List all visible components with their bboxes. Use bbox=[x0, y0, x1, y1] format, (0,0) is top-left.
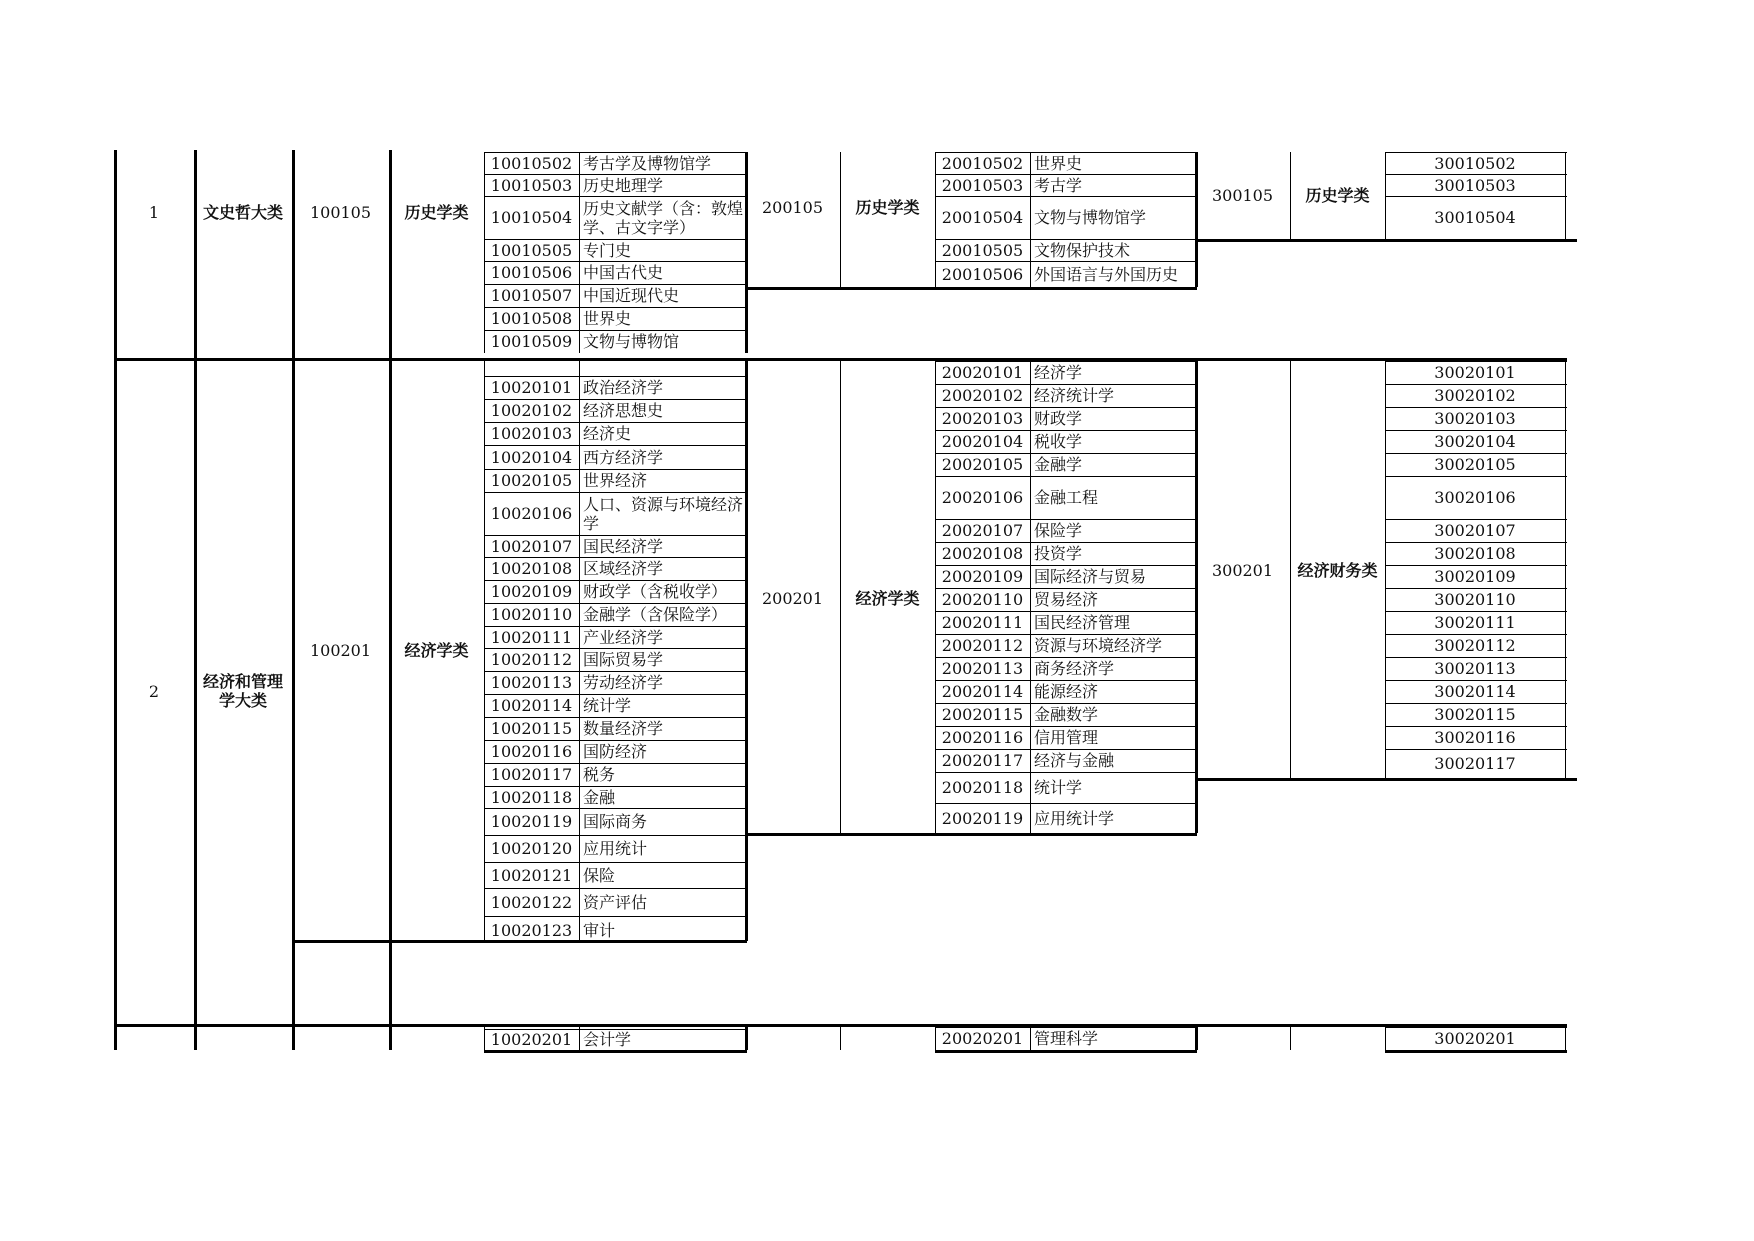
grid-line bbox=[935, 174, 1197, 175]
grid-line bbox=[935, 453, 1197, 454]
level1-detail-name: 世界经济 bbox=[583, 471, 648, 490]
level3-detail-code: 30020115 bbox=[1434, 705, 1516, 724]
level3-code: 300105 bbox=[1211, 186, 1274, 205]
grid-line bbox=[1290, 1027, 1291, 1050]
level1-detail-name: 人口、资源与环境经济学 bbox=[583, 494, 744, 533]
level1-detail-name: 中国古代史 bbox=[583, 263, 664, 282]
level2-detail-code: 20020107 bbox=[941, 521, 1024, 540]
level1-detail-name: 国民经济学 bbox=[583, 536, 664, 556]
level1-detail-code: 10010506 bbox=[490, 263, 573, 282]
grid-line bbox=[1385, 407, 1567, 408]
grid-line bbox=[484, 763, 747, 764]
grid-line bbox=[935, 680, 1197, 681]
grid-line bbox=[484, 445, 747, 446]
grid-line bbox=[484, 399, 747, 400]
grid-line bbox=[484, 330, 747, 331]
grid-line bbox=[935, 772, 1197, 773]
level1-detail-name: 经济思想史 bbox=[583, 401, 664, 420]
grid-line bbox=[1385, 634, 1567, 635]
level2-detail-code: 20020111 bbox=[941, 613, 1024, 632]
grid-line bbox=[935, 542, 1197, 543]
grid-line bbox=[484, 603, 747, 604]
level1-detail-name: 政治经济学 bbox=[583, 378, 664, 397]
grid-line bbox=[484, 694, 747, 695]
grid-line bbox=[1385, 1027, 1386, 1050]
level2-detail-name: 信用管理 bbox=[1034, 728, 1099, 747]
group-number: 1 bbox=[148, 203, 160, 222]
grid-line bbox=[745, 287, 1197, 290]
grid-line bbox=[935, 519, 1197, 520]
level3-detail-code: 30020112 bbox=[1434, 636, 1516, 655]
level1-detail-name: 数量经济学 bbox=[583, 719, 664, 738]
grid-line bbox=[484, 862, 747, 863]
level1-detail-name: 审计 bbox=[583, 920, 616, 940]
level1-detail-code: 10020119 bbox=[490, 812, 573, 831]
level1-detail-name: 中国近现代史 bbox=[583, 286, 680, 305]
level1-detail-name: 会计学 bbox=[583, 1030, 632, 1049]
level1-detail-code: 10020101 bbox=[490, 378, 573, 397]
level1-detail-code: 10020120 bbox=[490, 839, 573, 858]
level1-detail-code: 10020109 bbox=[490, 582, 573, 601]
grid-line bbox=[484, 469, 747, 470]
grid-line bbox=[484, 152, 747, 153]
level1-detail-code: 10010502 bbox=[490, 153, 573, 173]
grid-line bbox=[935, 611, 1197, 612]
level1-detail-code: 10020108 bbox=[490, 559, 573, 578]
grid-line bbox=[1290, 152, 1291, 241]
level3-detail-code: 30010502 bbox=[1434, 153, 1516, 173]
grid-line bbox=[935, 803, 1197, 804]
level1-detail-name: 世界史 bbox=[583, 309, 632, 328]
grid-line bbox=[484, 916, 747, 917]
level1-detail-code: 10020112 bbox=[490, 650, 573, 669]
level1-detail-name: 区域经济学 bbox=[583, 559, 664, 578]
level2-detail-code: 20020117 bbox=[941, 751, 1024, 770]
level2-detail-code: 20010506 bbox=[941, 264, 1024, 284]
grid-line bbox=[484, 888, 747, 889]
level1-detail-code: 10020122 bbox=[490, 892, 573, 912]
grid-line bbox=[484, 648, 747, 649]
grid-line bbox=[1565, 1027, 1566, 1050]
grid-line bbox=[935, 430, 1197, 431]
grid-line bbox=[1385, 476, 1567, 477]
grid-line bbox=[484, 786, 747, 787]
grid-line bbox=[484, 361, 485, 941]
level2-detail-name: 外国语言与外国历史 bbox=[1034, 264, 1179, 284]
level2-detail-code: 20010503 bbox=[941, 175, 1024, 195]
grid-line bbox=[484, 1029, 747, 1030]
level1-detail-code: 10020118 bbox=[490, 787, 573, 807]
grid-line bbox=[1195, 1027, 1198, 1050]
level2-detail-name: 经济与金融 bbox=[1034, 751, 1115, 770]
grid-line bbox=[935, 749, 1197, 750]
level2-detail-name: 世界史 bbox=[1034, 153, 1083, 173]
level3-detail-code: 30020105 bbox=[1434, 455, 1516, 474]
level1-detail-code: 10010503 bbox=[490, 175, 573, 195]
level2-detail-name: 考古学 bbox=[1034, 175, 1083, 195]
grid-line bbox=[1385, 1050, 1567, 1053]
level1-detail-code: 10020110 bbox=[490, 605, 573, 624]
grid-line bbox=[484, 740, 747, 741]
level2-detail-name: 应用统计学 bbox=[1034, 808, 1115, 828]
level1-detail-name: 金融学（含保险学） bbox=[583, 605, 728, 624]
level2-detail-code: 20020106 bbox=[941, 488, 1024, 507]
grid-line bbox=[484, 284, 747, 285]
grid-line bbox=[935, 361, 1197, 362]
grid-line bbox=[484, 717, 747, 718]
level2-detail-name: 金融学 bbox=[1034, 455, 1083, 474]
level3-detail-code: 30020114 bbox=[1434, 682, 1516, 701]
level1-detail-name: 应用统计 bbox=[583, 839, 648, 858]
level1-detail-code: 10020105 bbox=[490, 471, 573, 490]
level2-detail-name: 商务经济学 bbox=[1034, 659, 1115, 678]
level2-detail-code: 20020110 bbox=[941, 590, 1024, 609]
grid-line bbox=[935, 565, 1197, 566]
level2-detail-name: 国际经济与贸易 bbox=[1034, 567, 1147, 586]
level1-detail-code: 10020116 bbox=[490, 742, 573, 761]
grid-line bbox=[1385, 174, 1567, 175]
level1-detail-code: 10010507 bbox=[490, 286, 573, 305]
grid-line bbox=[484, 492, 747, 493]
grid-line bbox=[1385, 152, 1386, 239]
level1-detail-code: 10010509 bbox=[490, 332, 573, 351]
level1-detail-name: 国际贸易学 bbox=[583, 650, 664, 669]
grid-line bbox=[745, 833, 1197, 836]
level1-name: 历史学类 bbox=[404, 203, 469, 222]
grid-line bbox=[1385, 361, 1386, 779]
level1-detail-code: 10020106 bbox=[490, 504, 573, 523]
level1-detail-code: 10020117 bbox=[490, 765, 573, 784]
grid-line bbox=[484, 376, 747, 377]
level2-detail-code: 20020118 bbox=[941, 778, 1024, 797]
grid-line bbox=[935, 1050, 1197, 1053]
grid-line bbox=[1030, 361, 1031, 833]
grid-line bbox=[935, 152, 936, 287]
level1-detail-name: 专门史 bbox=[583, 240, 632, 260]
grid-line bbox=[1565, 361, 1566, 779]
grid-line bbox=[1385, 565, 1567, 566]
level2-detail-name: 金融工程 bbox=[1034, 488, 1099, 507]
grid-line bbox=[1385, 657, 1567, 658]
level2-detail-code: 20020114 bbox=[941, 682, 1024, 701]
grid-line bbox=[579, 1027, 580, 1050]
grid-line bbox=[1385, 703, 1567, 704]
grid-line bbox=[1385, 588, 1567, 589]
level1-detail-code: 10020107 bbox=[490, 536, 573, 556]
grid-line bbox=[935, 196, 1197, 197]
level1-code: 100105 bbox=[309, 203, 372, 222]
level1-detail-code: 10020123 bbox=[490, 920, 573, 940]
level1-detail-code: 10010505 bbox=[490, 240, 573, 260]
level1-detail-code: 10020121 bbox=[490, 865, 573, 885]
level3-name: 经济财务类 bbox=[1297, 560, 1378, 580]
level2-name: 历史学类 bbox=[855, 197, 920, 217]
level2-detail-name: 税收学 bbox=[1034, 432, 1083, 451]
grid-line bbox=[1385, 196, 1567, 197]
level2-detail-code: 20020109 bbox=[941, 567, 1024, 586]
level1-detail-name: 资产评估 bbox=[583, 892, 648, 912]
level2-detail-code: 20020108 bbox=[941, 544, 1024, 563]
level3-detail-code: 30020116 bbox=[1434, 728, 1516, 747]
grid-line bbox=[935, 476, 1197, 477]
grid-line bbox=[935, 703, 1197, 704]
level2-detail-name: 经济学 bbox=[1034, 363, 1083, 382]
level2-detail-code: 20020201 bbox=[941, 1029, 1024, 1048]
level1-detail-name: 金融 bbox=[583, 787, 616, 807]
grid-line bbox=[935, 657, 1197, 658]
level2-name: 经济学类 bbox=[855, 588, 920, 608]
level2-detail-name: 金融数学 bbox=[1034, 705, 1099, 724]
level3-detail-code: 30010504 bbox=[1434, 208, 1516, 227]
level1-code: 100201 bbox=[309, 640, 372, 660]
level3-detail-code: 30020104 bbox=[1434, 432, 1516, 451]
grid-line bbox=[935, 407, 1197, 408]
level2-detail-code: 20020113 bbox=[941, 659, 1024, 678]
major-column-line bbox=[194, 150, 197, 1050]
level2-detail-code: 20020101 bbox=[941, 363, 1024, 382]
grid-line bbox=[484, 808, 747, 809]
level1-detail-code: 10010508 bbox=[490, 309, 573, 328]
grid-line bbox=[484, 671, 747, 672]
level2-detail-name: 贸易经济 bbox=[1034, 590, 1099, 609]
grid-line bbox=[935, 361, 936, 833]
level1-detail-name: 财政学（含税收学） bbox=[583, 582, 728, 601]
grid-line bbox=[1385, 542, 1567, 543]
grid-line bbox=[484, 422, 747, 423]
level2-detail-code: 20020116 bbox=[941, 728, 1024, 747]
grid-line bbox=[484, 174, 747, 175]
grid-line bbox=[745, 1027, 748, 1050]
level1-detail-code: 10020115 bbox=[490, 719, 573, 738]
level1-detail-name: 税务 bbox=[583, 765, 616, 784]
level1-detail-name: 劳动经济学 bbox=[583, 673, 664, 692]
level1-detail-code: 10020111 bbox=[490, 627, 573, 647]
level3-detail-code: 30020109 bbox=[1434, 567, 1516, 586]
grid-line bbox=[840, 1027, 841, 1050]
grid-line bbox=[484, 535, 747, 536]
grid-line bbox=[935, 634, 1197, 635]
level2-detail-name: 统计学 bbox=[1034, 778, 1083, 797]
grid-line bbox=[484, 261, 747, 262]
level2-detail-name: 资源与环境经济学 bbox=[1034, 636, 1163, 655]
level3-detail-code: 30020201 bbox=[1434, 1029, 1516, 1048]
level1-detail-code: 10020104 bbox=[490, 447, 573, 467]
grid-line bbox=[840, 361, 841, 835]
group-number: 2 bbox=[148, 681, 160, 701]
level2-detail-code: 20020102 bbox=[941, 386, 1024, 405]
grid-line bbox=[935, 384, 1197, 385]
grid-line bbox=[1385, 749, 1567, 750]
level1-detail-code: 10010504 bbox=[490, 208, 573, 227]
level3-detail-code: 30020111 bbox=[1434, 613, 1516, 632]
grid-line bbox=[1385, 1027, 1567, 1028]
level2-detail-code: 20020105 bbox=[941, 455, 1024, 474]
grid-line bbox=[579, 361, 580, 941]
level1-detail-code: 10020113 bbox=[490, 673, 573, 692]
level1-detail-name: 国防经济 bbox=[583, 742, 648, 761]
grid-line bbox=[484, 835, 747, 836]
grid-line bbox=[484, 239, 747, 240]
level3-code: 300201 bbox=[1211, 560, 1274, 580]
grid-line bbox=[1195, 239, 1577, 242]
grid-line bbox=[1385, 726, 1567, 727]
group-separator-line bbox=[484, 1024, 1567, 1027]
grid-line bbox=[484, 1050, 747, 1053]
level3-detail-code: 30020107 bbox=[1434, 521, 1516, 540]
level3-name: 历史学类 bbox=[1305, 186, 1370, 205]
level1-detail-name: 产业经济学 bbox=[583, 627, 664, 647]
grid-line bbox=[484, 307, 747, 308]
grid-line bbox=[935, 588, 1197, 589]
level1-detail-name: 考古学及博物馆学 bbox=[583, 153, 712, 173]
level1-detail-code: 10020102 bbox=[490, 401, 573, 420]
level2-detail-name: 文物保护技术 bbox=[1034, 240, 1131, 260]
level3-detail-code: 30010503 bbox=[1434, 175, 1516, 195]
level2-detail-name: 经济统计学 bbox=[1034, 386, 1115, 405]
grid-line bbox=[1385, 519, 1567, 520]
grid-line bbox=[1565, 152, 1566, 239]
level3-detail-code: 30020117 bbox=[1434, 754, 1516, 773]
level2-detail-name: 投资学 bbox=[1034, 544, 1083, 563]
grid-line bbox=[935, 1027, 936, 1050]
level3-detail-code: 30020102 bbox=[1434, 386, 1516, 405]
grid-line bbox=[1385, 453, 1567, 454]
grid-line bbox=[484, 580, 747, 581]
grid-line bbox=[484, 557, 747, 558]
level2-detail-name: 能源经济 bbox=[1034, 682, 1099, 701]
major-class-label: 文史哲大类 bbox=[202, 203, 283, 222]
grid-line bbox=[484, 1027, 485, 1050]
level1-detail-name: 保险 bbox=[583, 865, 616, 885]
level2-detail-code: 20010505 bbox=[941, 240, 1024, 260]
grid-line bbox=[1030, 152, 1031, 287]
level3-detail-code: 30020113 bbox=[1434, 659, 1516, 678]
level3-detail-code: 30020110 bbox=[1434, 590, 1516, 609]
level2-detail-code: 20020104 bbox=[941, 432, 1024, 451]
grid-line bbox=[1385, 152, 1567, 153]
grid-line bbox=[935, 1027, 1197, 1028]
level1-detail-name: 历史地理学 bbox=[583, 175, 664, 195]
level1-detail-code: 10020201 bbox=[490, 1030, 573, 1049]
group-separator-line bbox=[484, 358, 1567, 361]
grid-line bbox=[935, 261, 1197, 262]
level2-detail-code: 20020115 bbox=[941, 705, 1024, 724]
level2-detail-code: 20020112 bbox=[941, 636, 1024, 655]
level1-detail-code: 10020114 bbox=[490, 696, 573, 715]
level1-detail-name: 国际商务 bbox=[583, 812, 648, 831]
grid-line bbox=[579, 152, 580, 353]
level1-detail-name: 经济史 bbox=[583, 424, 632, 443]
level1-detail-name: 文物与博物馆 bbox=[583, 332, 680, 351]
level2-detail-name: 财政学 bbox=[1034, 409, 1083, 428]
grid-line bbox=[1385, 430, 1567, 431]
level2-code: 200201 bbox=[761, 588, 824, 608]
level2-code: 200105 bbox=[761, 197, 824, 217]
level2-detail-code: 20010504 bbox=[941, 208, 1024, 227]
level2-detail-name: 国民经济管理 bbox=[1034, 613, 1131, 632]
level2-detail-name: 文物与博物馆学 bbox=[1034, 208, 1147, 227]
level3-detail-code: 30020103 bbox=[1434, 409, 1516, 428]
grid-line bbox=[935, 726, 1197, 727]
level2-detail-code: 20020119 bbox=[941, 808, 1024, 828]
grid-line bbox=[1385, 611, 1567, 612]
level2-detail-code: 20020103 bbox=[941, 409, 1024, 428]
grid-line bbox=[484, 152, 485, 353]
grid-line bbox=[484, 626, 747, 627]
level3-detail-code: 30020101 bbox=[1434, 363, 1516, 382]
grid-line bbox=[840, 152, 841, 289]
grid-line bbox=[1385, 384, 1567, 385]
level2-detail-code: 20010502 bbox=[941, 153, 1024, 173]
level3-detail-code: 30020106 bbox=[1434, 488, 1516, 507]
grid-line bbox=[935, 152, 1197, 153]
level2-detail-name: 保险学 bbox=[1034, 521, 1083, 540]
grid-line bbox=[1030, 1027, 1031, 1050]
grid-line bbox=[1385, 680, 1567, 681]
level1-detail-name: 西方经济学 bbox=[583, 447, 664, 467]
grid-line bbox=[1290, 361, 1291, 779]
level1-detail-name: 统计学 bbox=[583, 696, 632, 715]
level1-detail-name: 历史文献学（含：敦煌学、古文字学） bbox=[583, 198, 744, 237]
level2-detail-name: 管理科学 bbox=[1034, 1029, 1099, 1048]
level3-detail-code: 30020108 bbox=[1434, 544, 1516, 563]
grid-line bbox=[935, 239, 1197, 240]
major-class-label: 经济和管理学大类 bbox=[202, 672, 283, 710]
level1-name: 经济学类 bbox=[404, 640, 469, 660]
grid-line bbox=[1385, 361, 1567, 362]
level1-detail-code: 10020103 bbox=[490, 424, 573, 443]
grid-line bbox=[484, 196, 747, 197]
